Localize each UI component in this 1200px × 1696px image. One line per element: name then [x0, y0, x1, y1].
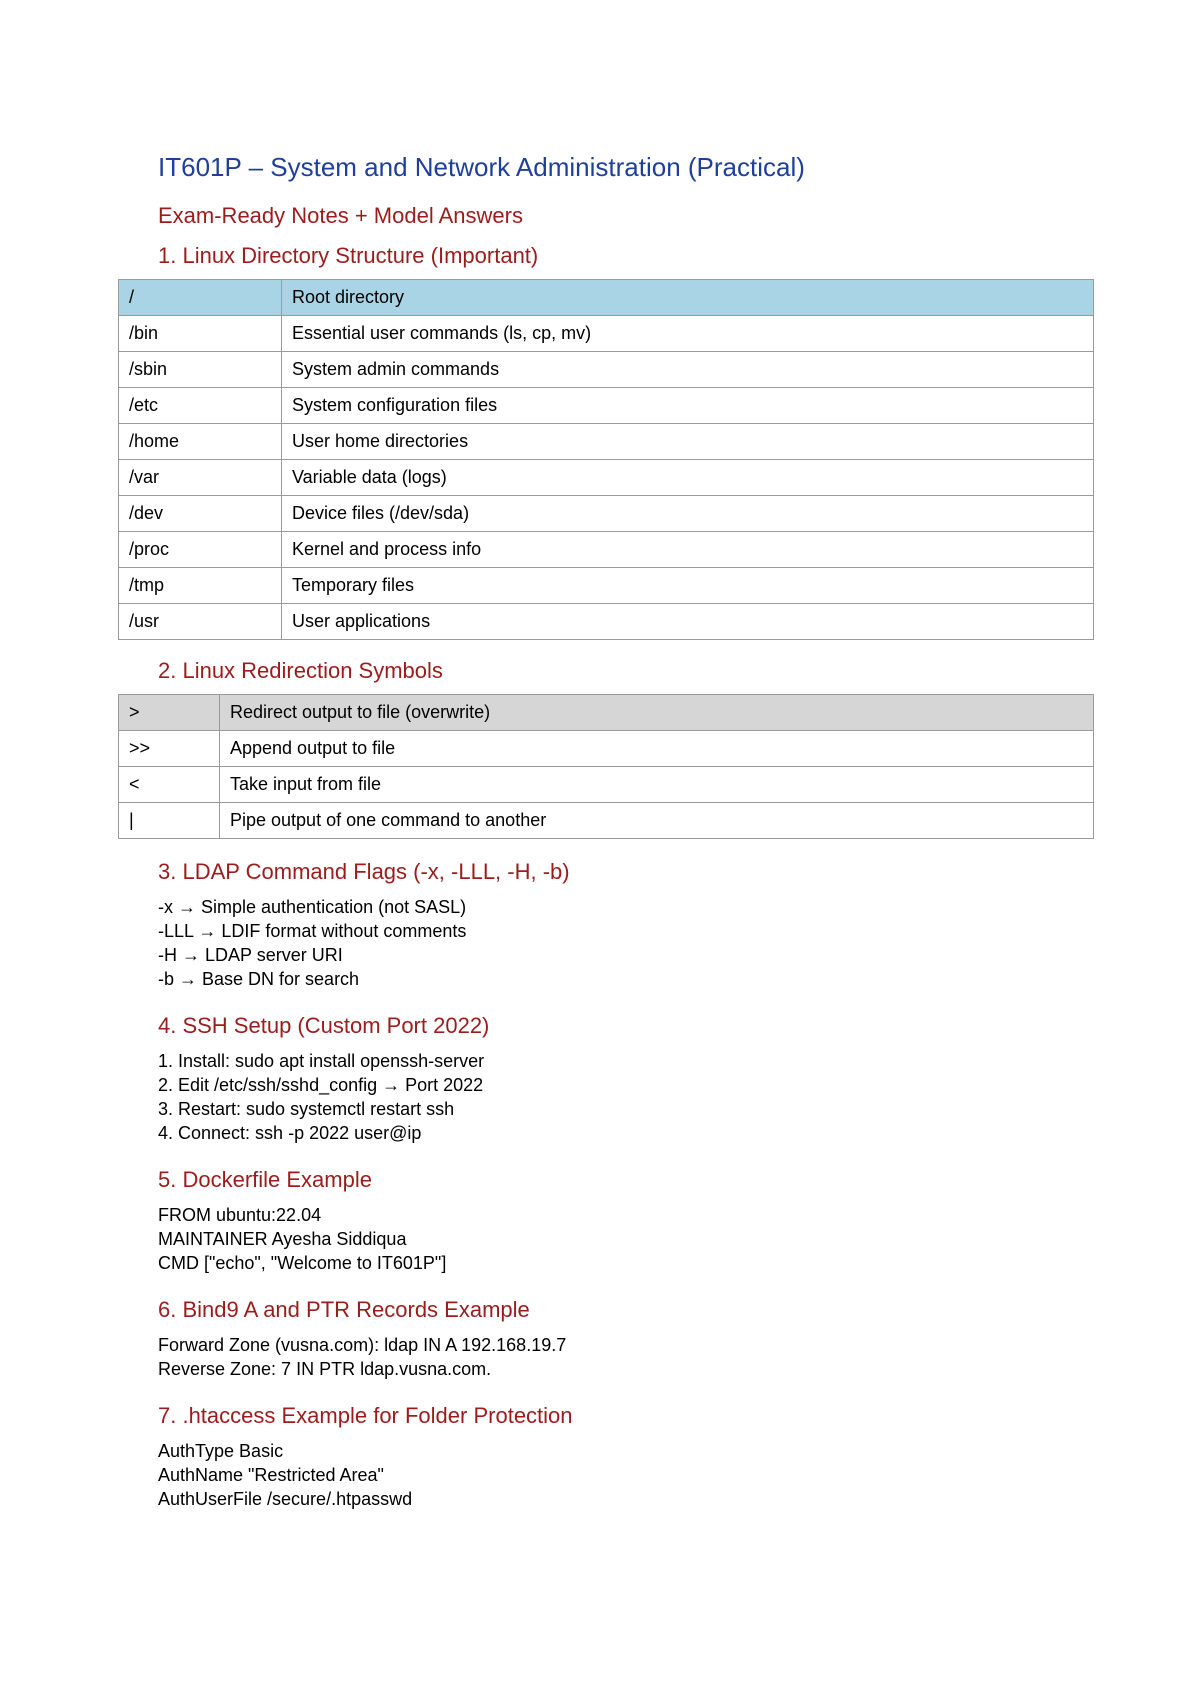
table-row	[119, 424, 1094, 460]
list-item: AuthType Basic	[158, 1441, 284, 1461]
section-heading-ssh-setup: 4. SSH Setup (Custom Port 2022)	[158, 1013, 490, 1038]
table-cell-desc: Temporary files	[282, 568, 1094, 604]
table-cell-path: /tmp	[119, 568, 282, 604]
table-cell-desc: Variable data (logs)	[282, 460, 1094, 496]
list-item: -b → Base DN for search	[158, 969, 360, 989]
section-heading-dockerfile: 5. Dockerfile Example	[158, 1167, 372, 1192]
table-cell-desc: Device files (/dev/sda)	[282, 496, 1094, 532]
redirection-table	[118, 694, 1094, 839]
list-item: 3. Restart: sudo systemctl restart ssh	[158, 1099, 455, 1119]
table-cell-path: /dev	[119, 496, 282, 532]
table-cell-path: /usr	[119, 604, 282, 640]
table-row	[119, 280, 1094, 316]
list-item: -H → LDAP server URI	[158, 945, 343, 965]
table-row	[119, 695, 1094, 731]
ssh-steps-list	[158, 1049, 1088, 1145]
table-row	[119, 460, 1094, 496]
table-row	[119, 604, 1094, 640]
table-cell-symbol: <	[119, 767, 220, 803]
table-cell-desc: Kernel and process info	[282, 532, 1094, 568]
list-item: 2. Edit /etc/ssh/sshd_config → Port 2022	[158, 1075, 484, 1095]
table-cell-desc: Root directory	[282, 280, 1094, 316]
section-heading-directory-structure: 1. Linux Directory Structure (Important)	[158, 243, 539, 268]
table-cell-desc: Append output to file	[220, 731, 1094, 767]
table-cell-desc: Essential user commands (ls, cp, mv)	[282, 316, 1094, 352]
table-cell-desc: System configuration files	[282, 388, 1094, 424]
table-cell-path: /	[119, 280, 282, 316]
table-cell-desc: User home directories	[282, 424, 1094, 460]
document-title: IT601P – System and Network Administration (Practical)	[158, 152, 805, 182]
section-heading-redirection-symbols: 2. Linux Redirection Symbols	[158, 658, 443, 683]
htaccess-lines	[158, 1439, 1088, 1511]
list-item: AuthUserFile /secure/.htpasswd	[158, 1489, 413, 1509]
section-heading-htaccess: 7. .htaccess Example for Folder Protection	[158, 1403, 573, 1428]
table-row	[119, 532, 1094, 568]
table-cell-path: /var	[119, 460, 282, 496]
section-heading-bind9-records: 6. Bind9 A and PTR Records Example	[158, 1297, 530, 1322]
dockerfile-lines	[158, 1203, 1088, 1275]
document-subtitle: Exam-Ready Notes + Model Answers	[158, 203, 523, 228]
table-cell-path: /proc	[119, 532, 282, 568]
table-row	[119, 316, 1094, 352]
list-item: FROM ubuntu:22.04	[158, 1205, 322, 1225]
table-cell-symbol: |	[119, 803, 220, 839]
directory-table	[118, 279, 1094, 640]
table-cell-path: /sbin	[119, 352, 282, 388]
table-row	[119, 496, 1094, 532]
table-cell-path: /etc	[119, 388, 282, 424]
list-item: -LLL → LDIF format without comments	[158, 921, 467, 941]
list-item: MAINTAINER Ayesha Siddiqua	[158, 1229, 407, 1249]
table-row	[119, 568, 1094, 604]
table-row	[119, 388, 1094, 424]
ldap-flags-list	[158, 895, 1088, 991]
table-cell-desc: Pipe output of one command to another	[220, 803, 1094, 839]
list-item: Reverse Zone: 7 IN PTR ldap.vusna.com.	[158, 1359, 492, 1379]
table-row	[119, 731, 1094, 767]
table-row	[119, 767, 1094, 803]
table-cell-path: /home	[119, 424, 282, 460]
table-cell-desc: User applications	[282, 604, 1094, 640]
document-content	[129, 152, 1088, 1511]
table-row	[119, 803, 1094, 839]
list-item: 1. Install: sudo apt install openssh-server	[158, 1051, 485, 1071]
bind9-lines	[158, 1333, 1088, 1381]
table-cell-symbol: >>	[119, 731, 220, 767]
table-cell-desc: System admin commands	[282, 352, 1094, 388]
table-row	[119, 352, 1094, 388]
table-cell-desc: Take input from file	[220, 767, 1094, 803]
section-heading-ldap-flags: 3. LDAP Command Flags (-x, -LLL, -H, -b)	[158, 859, 570, 884]
list-item: CMD ["echo", "Welcome to IT601P"]	[158, 1253, 447, 1273]
list-item: Forward Zone (vusna.com): ldap IN A 192.168.19.7	[158, 1335, 567, 1355]
table-cell-desc: Redirect output to file (overwrite)	[220, 695, 1094, 731]
list-item: -x → Simple authentication (not SASL)	[158, 897, 467, 917]
list-item: 4. Connect: ssh -p 2022 user@ip	[158, 1123, 422, 1143]
table-cell-symbol: >	[119, 695, 220, 731]
table-cell-path: /bin	[119, 316, 282, 352]
list-item: AuthName "Restricted Area"	[158, 1465, 384, 1485]
